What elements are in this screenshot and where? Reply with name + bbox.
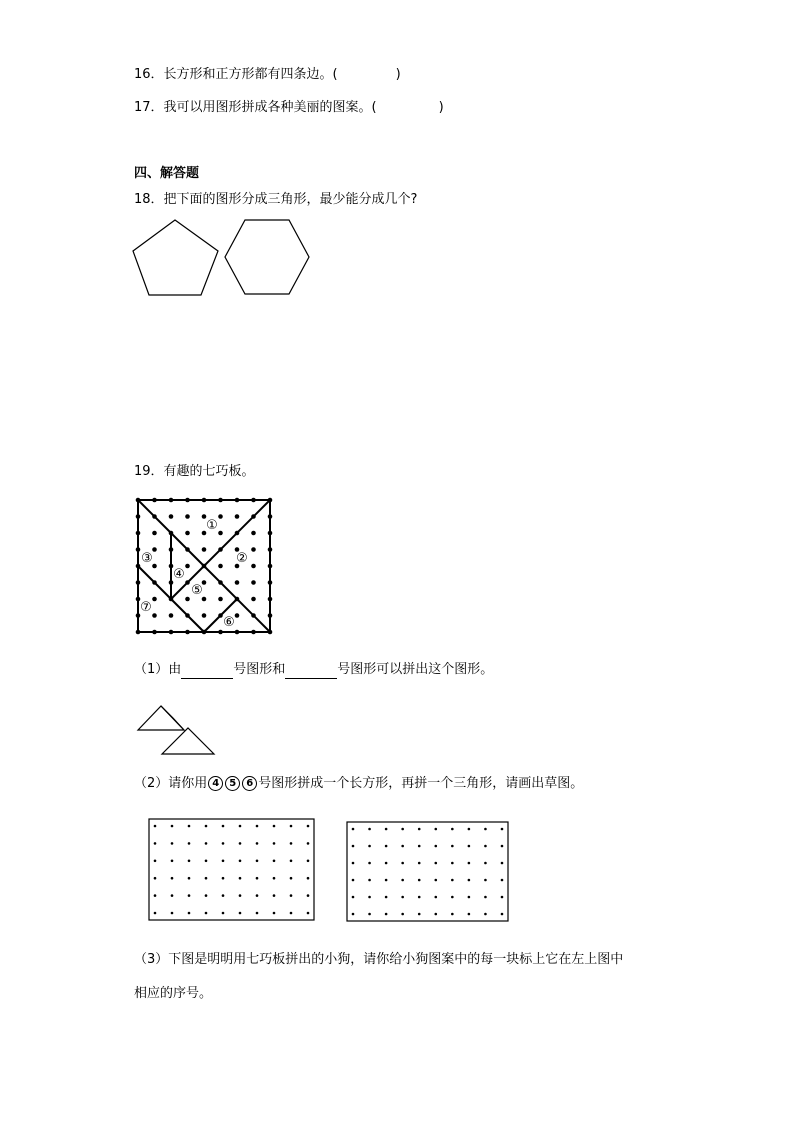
grid-dot (401, 879, 404, 882)
piece-label-1: ① (206, 518, 218, 533)
grid-dot (418, 879, 421, 882)
grid-dot (185, 597, 190, 602)
grid-dot (385, 913, 388, 916)
grid-dot (154, 894, 157, 897)
grid-dot (401, 845, 404, 848)
grid-dot (205, 894, 208, 897)
grid-dot (368, 913, 371, 916)
part-3-line-2: 相应的序号。 (134, 986, 213, 1001)
grid-dot (385, 828, 388, 831)
piece-label-3: ③ (141, 551, 153, 566)
question-16-close: ) (395, 67, 401, 82)
grid-dot (202, 613, 207, 618)
dot-grid-right[interactable] (346, 821, 510, 923)
grid-dot (256, 894, 259, 897)
grid-dot (273, 894, 276, 897)
grid-dot (368, 879, 371, 882)
grid-dot (222, 825, 225, 828)
grid-dot (468, 828, 471, 831)
grid-dot (222, 912, 225, 915)
grid-dot (468, 862, 471, 865)
grid-dot (185, 531, 190, 536)
part-1-blank-a[interactable] (181, 664, 233, 679)
grid-dot (401, 862, 404, 865)
grid-dot (188, 912, 191, 915)
part-2-prefix: （2）请你用 (134, 776, 208, 791)
grid-dot (154, 912, 157, 915)
grid-dot (401, 828, 404, 831)
grid-dot (222, 894, 225, 897)
grid-dot (501, 879, 504, 882)
grid-dot (273, 860, 276, 863)
part-3-line-1: （3）下图是明明用七巧板拼出的小狗，请你给小狗图案中的每一块标上它在左上图中 (134, 952, 624, 967)
grid-dot (290, 860, 293, 863)
circle-number-4: 4 (208, 776, 223, 791)
grid-dot (434, 913, 437, 916)
grid-dot (273, 825, 276, 828)
grid-dot (484, 862, 487, 865)
circle-number-6: 6 (242, 776, 257, 791)
piece-label-4: ④ (173, 567, 185, 582)
question-16 (134, 66, 401, 84)
grid-dot (307, 825, 310, 828)
grid-dot (501, 828, 504, 831)
grid-dot (235, 514, 240, 519)
grid-dot (239, 912, 242, 915)
grid-dot (256, 912, 259, 915)
grid-dot (501, 862, 504, 865)
grid-dot (352, 896, 355, 899)
grid-dot (290, 877, 293, 880)
grid-dot (418, 913, 421, 916)
grid-dot (251, 531, 256, 536)
grid-dot (434, 879, 437, 882)
grid-dot (468, 879, 471, 882)
grid-dot (251, 547, 256, 552)
grid-dot (205, 877, 208, 880)
grid-dot (418, 845, 421, 848)
grid-dot (188, 860, 191, 863)
grid-dot (251, 564, 256, 569)
grid-dot (451, 879, 454, 882)
grid-dot (188, 825, 191, 828)
piece-label-5: ⑤ (191, 583, 203, 598)
grid-dot (468, 896, 471, 899)
piece-label-2: ② (236, 551, 248, 566)
grid-dot (368, 862, 371, 865)
grid-dot (484, 913, 487, 916)
grid-dot (171, 877, 174, 880)
grid-dot (290, 825, 293, 828)
grid-dot (154, 842, 157, 845)
two-triangles-figure (136, 702, 218, 758)
grid-dot (256, 842, 259, 845)
grid-dot (273, 842, 276, 845)
grid-dot (205, 860, 208, 863)
grid-dot (352, 913, 355, 916)
grid-dot (239, 877, 242, 880)
grid-dot (218, 597, 223, 602)
part-1-suffix: 号图形可以拼出这个图形。 (337, 662, 494, 677)
grid-dot (256, 860, 259, 863)
part-2-suffix: 号图形拼成一个长方形，再拼一个三角形，请画出草图。 (258, 776, 584, 791)
grid-dot (273, 877, 276, 880)
grid-dot (418, 828, 421, 831)
grid-dot (152, 597, 157, 602)
grid-dot (218, 564, 223, 569)
pentagon-figure (130, 217, 222, 299)
grid-dot (385, 896, 388, 899)
grid-dot (239, 860, 242, 863)
grid-dot (401, 896, 404, 899)
grid-dot (307, 842, 310, 845)
grid-dot (368, 845, 371, 848)
grid-dot (468, 913, 471, 916)
part-1-blank-b[interactable] (285, 664, 337, 679)
part-1-middle: 号图形和 (233, 662, 286, 677)
grid-dot (307, 860, 310, 863)
grid-dot (188, 877, 191, 880)
grid-dot (185, 514, 190, 519)
grid-dot (154, 877, 157, 880)
grid-dot (205, 825, 208, 828)
grid-dot (251, 580, 256, 585)
grid-dot (401, 913, 404, 916)
grid-dot (188, 894, 191, 897)
grid-dot (385, 845, 388, 848)
grid-dot (418, 896, 421, 899)
grid-dot (205, 912, 208, 915)
grid-dot (290, 894, 293, 897)
grid-dot (218, 514, 223, 519)
grid-dot (154, 825, 157, 828)
grid-dot (171, 912, 174, 915)
grid-dot (352, 862, 355, 865)
grid-dot (484, 828, 487, 831)
grid-dot (501, 896, 504, 899)
hexagon-figure (222, 217, 314, 299)
grid-dot (218, 531, 223, 536)
grid-dot (352, 879, 355, 882)
grid-dot (152, 547, 157, 552)
grid-dot (484, 879, 487, 882)
grid-dot (307, 894, 310, 897)
grid-dot (434, 862, 437, 865)
question-17 (134, 99, 444, 117)
question-19-title: 19．有趣的七巧板。 (134, 464, 255, 479)
grid-dot (202, 547, 207, 552)
grid-dot (239, 842, 242, 845)
grid-dot (501, 845, 504, 848)
grid-dot (352, 828, 355, 831)
grid-dot (290, 842, 293, 845)
grid-dot (152, 613, 157, 618)
question-17-close: ) (438, 100, 444, 115)
grid-dot (235, 613, 240, 618)
part-1-prefix: （1）由 (134, 662, 182, 677)
grid-dot (171, 842, 174, 845)
grid-dot (418, 862, 421, 865)
grid-dot (468, 845, 471, 848)
piece-label-6: ⑥ (223, 615, 235, 630)
grid-dot (484, 896, 487, 899)
grid-dot (256, 825, 259, 828)
grid-dot (222, 877, 225, 880)
grid-dot (501, 913, 504, 916)
part-2 (134, 775, 583, 793)
grid-dot (239, 825, 242, 828)
circle-number-5: 5 (225, 776, 240, 791)
dot-grid-left[interactable] (148, 818, 316, 922)
piece-label-7: ⑦ (140, 600, 152, 615)
grid-dot (385, 862, 388, 865)
grid-dot (307, 877, 310, 880)
grid-dot (185, 564, 190, 569)
question-17-text: 17．我可以用图形拼成各种美丽的图案。( (134, 100, 377, 115)
grid-dot (171, 894, 174, 897)
grid-dot (434, 828, 437, 831)
grid-dot (290, 912, 293, 915)
grid-dot (171, 860, 174, 863)
grid-dot (152, 564, 157, 569)
grid-dot (222, 842, 225, 845)
tangram-dot-grid (136, 498, 274, 636)
grid-dot (352, 845, 355, 848)
grid-dot (171, 825, 174, 828)
grid-dot (451, 896, 454, 899)
grid-dot (451, 913, 454, 916)
grid-dot (169, 514, 174, 519)
grid-dot (256, 877, 259, 880)
grid-dot (434, 896, 437, 899)
grid-dot (273, 912, 276, 915)
grid-dot (451, 828, 454, 831)
grid-dot (154, 860, 157, 863)
grid-dot (222, 860, 225, 863)
section-heading: 四、解答题 (134, 166, 200, 181)
grid-dot (451, 862, 454, 865)
grid-dot (307, 912, 310, 915)
grid-dot (484, 845, 487, 848)
grid-dot (385, 879, 388, 882)
question-18: 18．把下面的图形分成三角形，最少能分成几个? (134, 192, 418, 207)
grid-dot (434, 845, 437, 848)
part-1 (134, 661, 493, 679)
grid-dot (239, 894, 242, 897)
grid-dot (368, 896, 371, 899)
grid-dot (368, 828, 371, 831)
grid-dot (205, 842, 208, 845)
grid-dot (235, 580, 240, 585)
grid-dot (251, 597, 256, 602)
grid-dot (451, 845, 454, 848)
grid-dot (188, 842, 191, 845)
grid-dot (169, 613, 174, 618)
question-16-text: 16．长方形和正方形都有四条边。( (134, 67, 338, 82)
grid-dot (152, 531, 157, 536)
